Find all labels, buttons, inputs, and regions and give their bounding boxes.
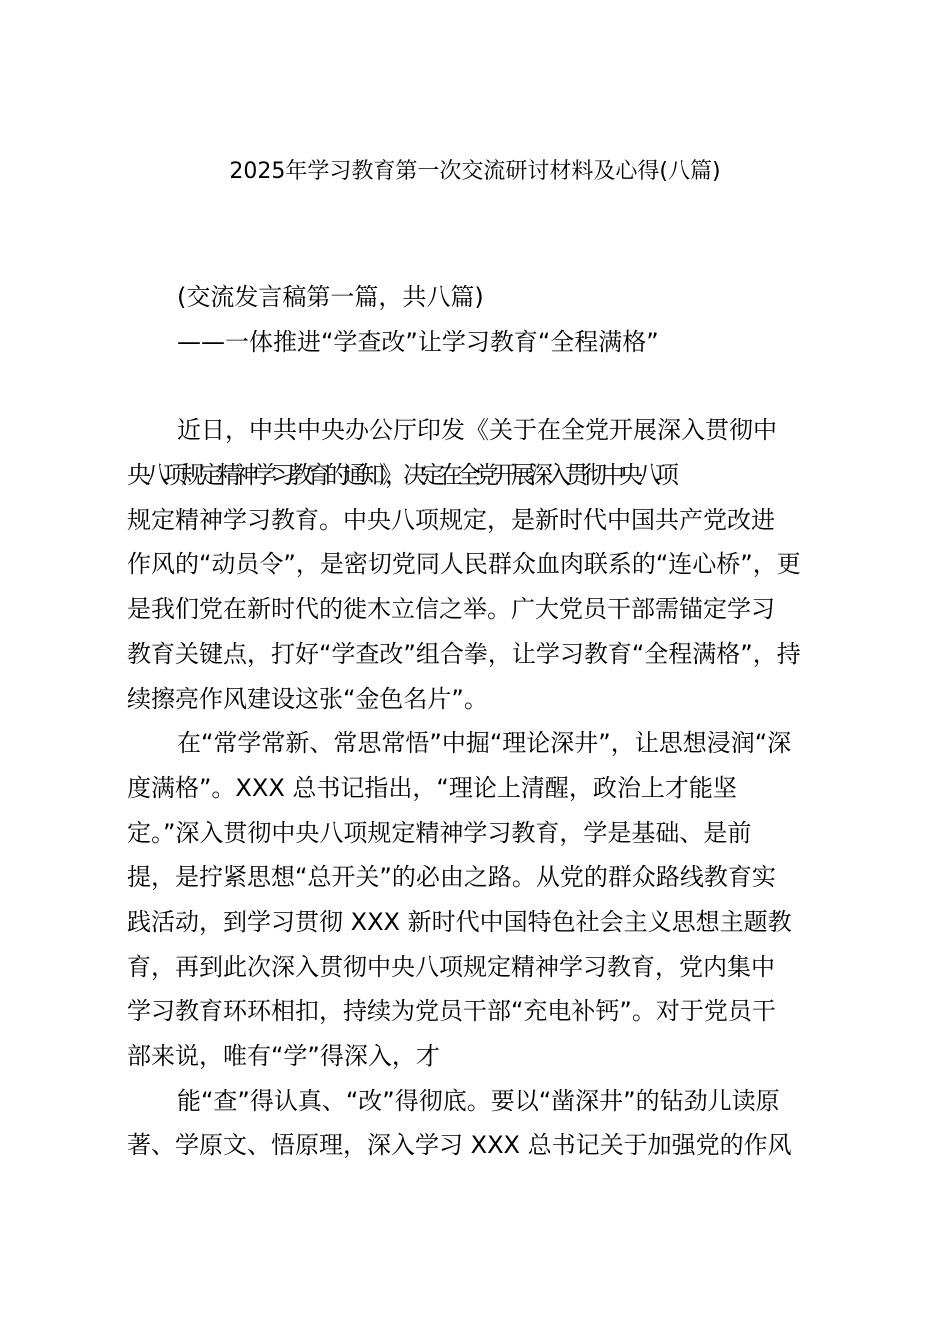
text-line: 践活动，到学习贯彻 XXX 新时代中国特色社会主义思想主题教	[127, 908, 792, 936]
text-line: 近日，中共中央办公厅印发《关于在全党开展深入贯彻中	[177, 416, 777, 444]
document-title: 2025年学习教育第一次交流研讨材料及心得(八篇)	[229, 159, 721, 184]
text-line: 央八项规定精神学习教育的通知》，决定在全党开展深入贯彻中央八项	[127, 461, 673, 489]
text-line: 能“查”得认真、“改”得彻底。要以“凿深井”的钻劲儿读原	[177, 1087, 780, 1115]
text-line: 续擦亮作风建设这张“金色名片”。	[127, 685, 488, 713]
text-line: 提，是拧紧思想“总开关”的必由之路。从党的群众路线教育实	[127, 863, 776, 891]
text-line: 是我们党在新时代的徙木立信之举。广大党员干部需锚定学习	[127, 595, 775, 623]
text-line: 著、学原文、悟原理，深入学习 XXX 总书记关于加强党的作风	[127, 1131, 792, 1159]
text-line: 定。”深入贯彻中央八项规定精神学习教育，学是基础、是前	[127, 819, 752, 847]
heading-line: ——一体推进“学查改”让学习教育“全程满格”	[177, 328, 659, 356]
heading-line: (交流发言稿第一篇，共八篇)	[177, 283, 484, 311]
text-line: 教育关键点，打好“学查改”组合拳，让学习教育“全程满格”，持	[127, 640, 801, 668]
text-line: 部来说，唯有“学”得深入，才	[127, 1042, 440, 1070]
text-line: 度满格”。XXX 总书记指出，“理论上清醒，政治上才能坚	[127, 774, 737, 802]
text-line: 作风的“动员令”，是密切党同人民群众血肉联系的“连心桥”，更	[127, 550, 801, 578]
text-line: 在“常学常新、常思常悟”中掘“理论深井”，让思想浸润“深	[177, 729, 792, 757]
text-line: 规定精神学习教育。中央八项规定，是新时代中国共产党改进	[127, 506, 775, 534]
text-line: 育，再到此次深入贯彻中央八项规定精神学习教育，党内集中	[127, 953, 775, 981]
text-line: 学习教育环环相扣，持续为党员干部“充电补钙”。对于党员干	[127, 997, 776, 1025]
